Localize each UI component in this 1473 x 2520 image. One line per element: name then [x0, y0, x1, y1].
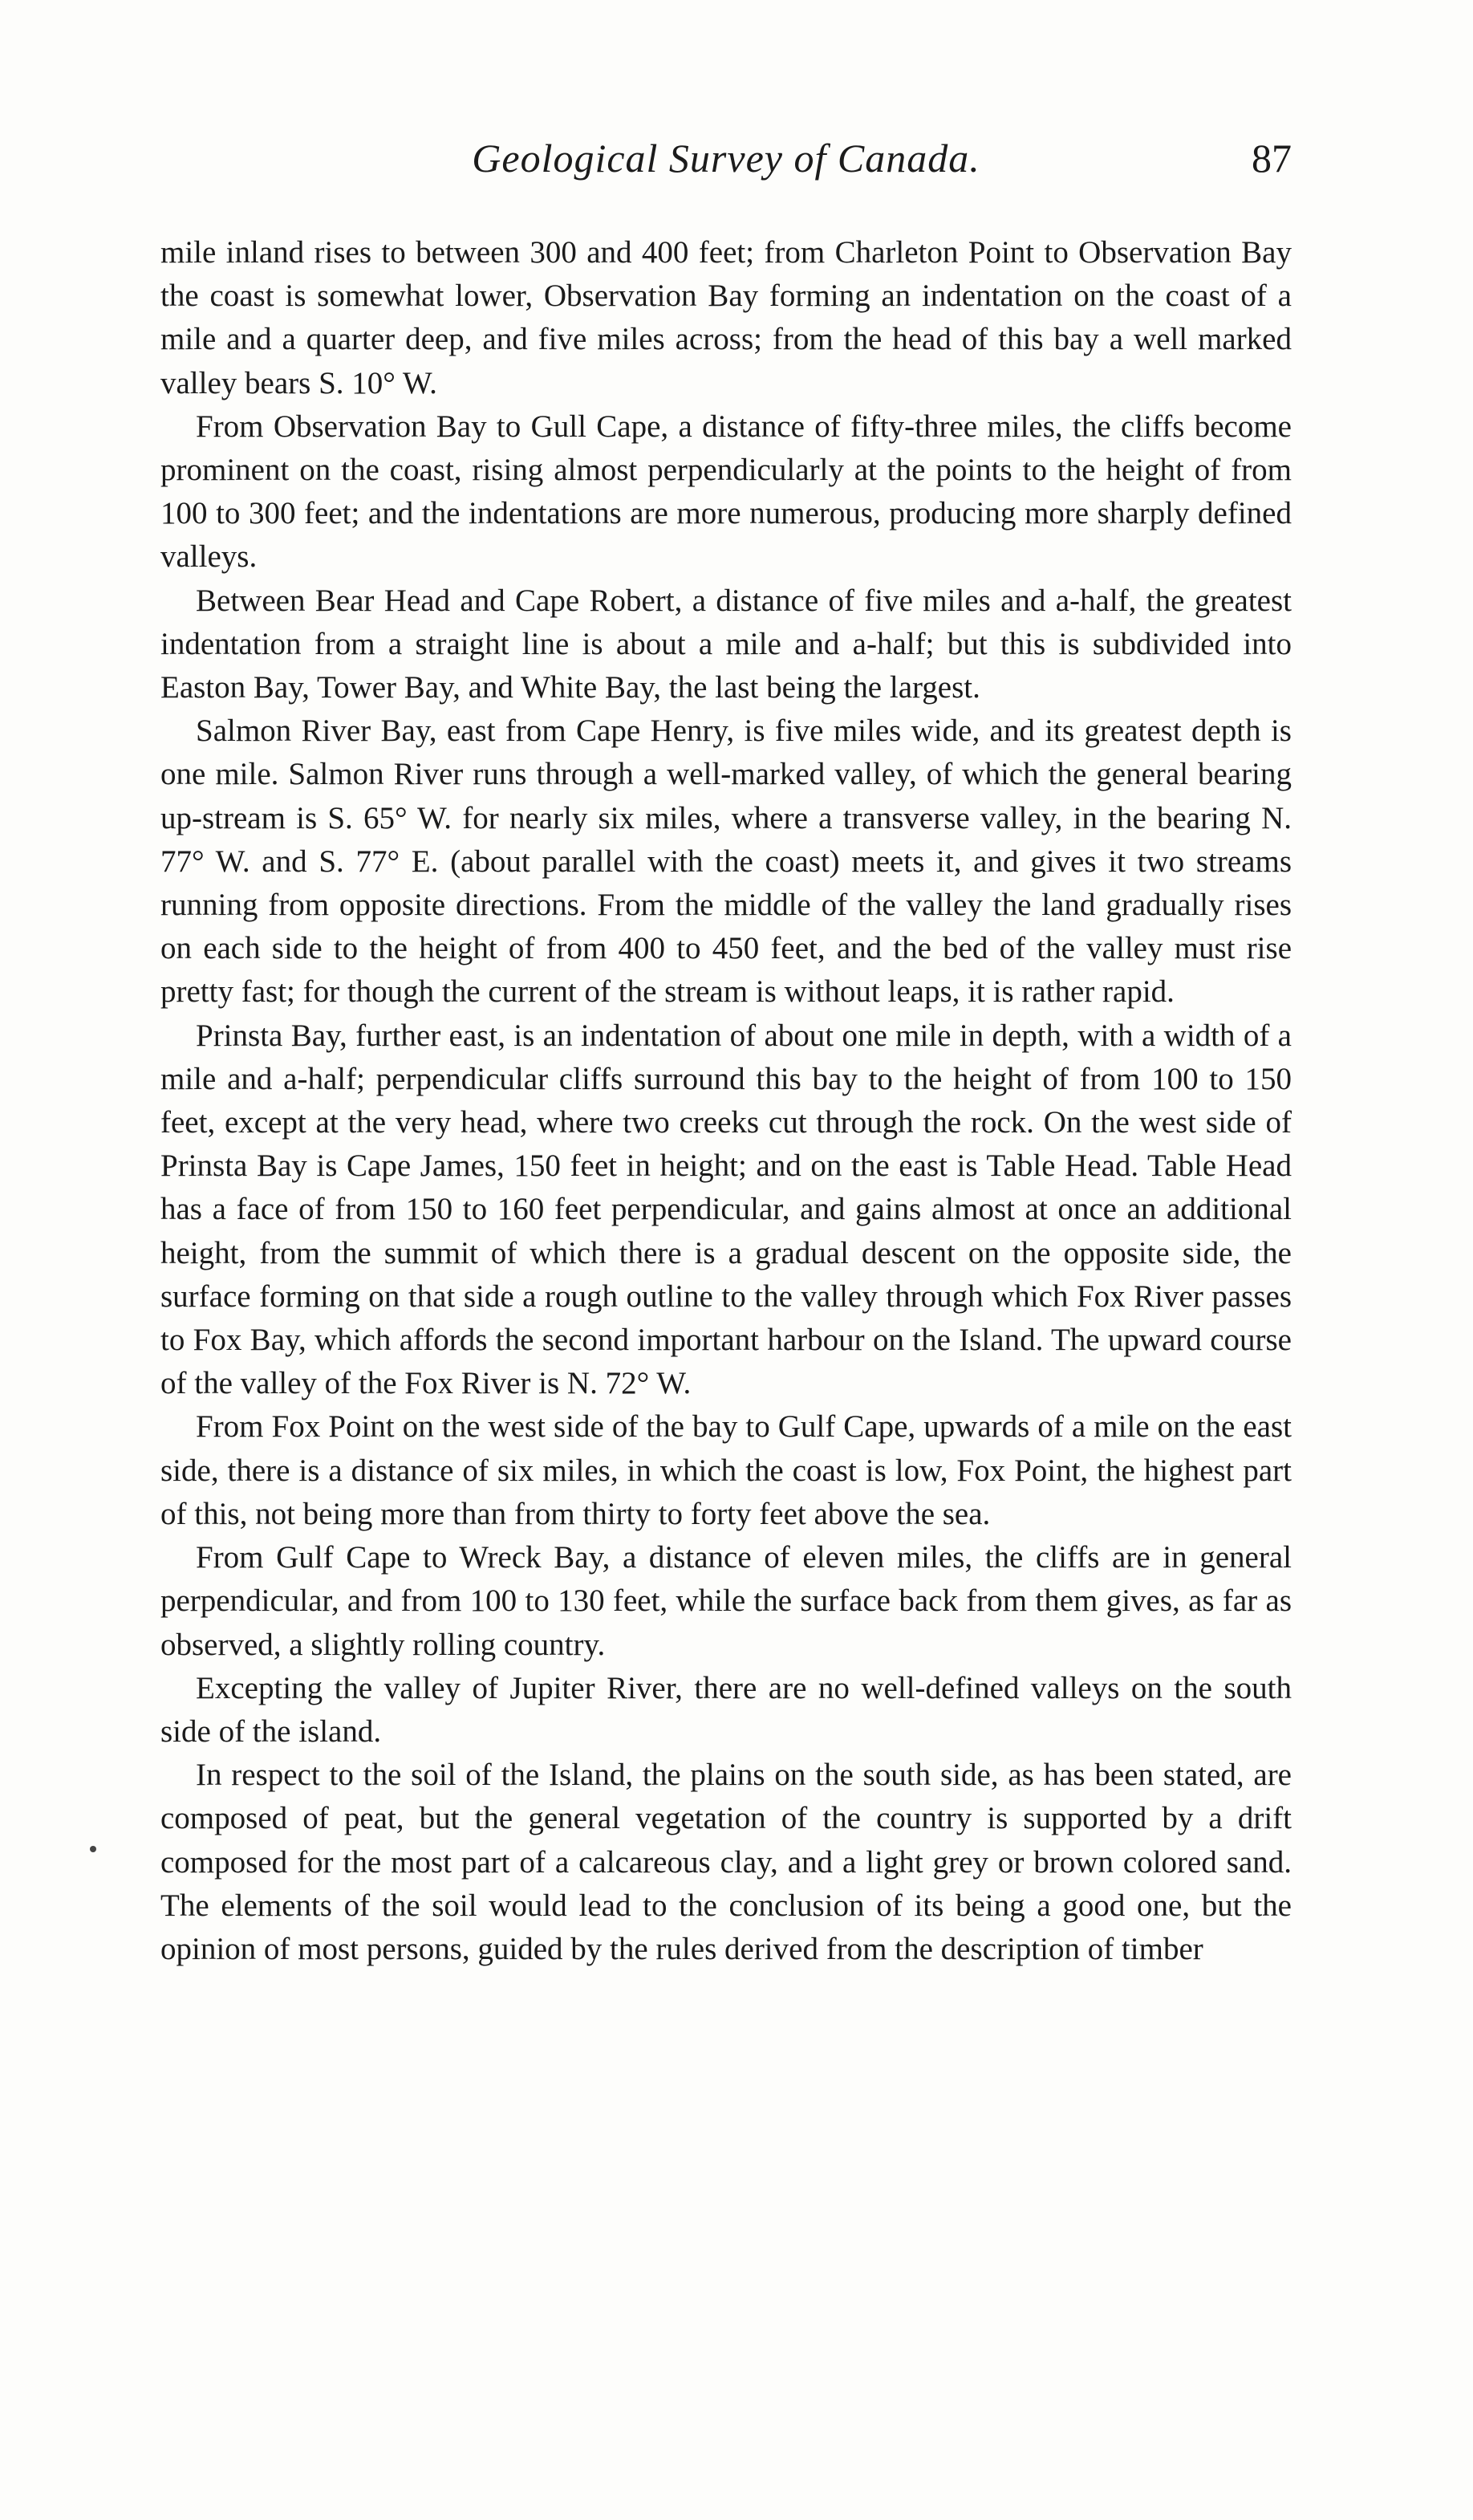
paragraph-salmon-river-bay: Salmon River Bay, east from Cape Henry, is five miles wide, and its greatest depth is one mile. Salmon River runs through a well-marked valley, of which the general bearing up-stream is S. 65° W. for nearly six miles, where a transverse valley, in the bearing N. 77° W. and S. 77° E. (about parallel with the coast) meets it, and gives it two streams running from opposite directions. From the middle of the valley the land gradually rises on each side to the height of from 400 to 450 feet, and the bed of the valley must rise pretty fast; for though the current of the stream is without leaps, it is rather rapid. — [160, 713, 1292, 1010]
margin-mark — [90, 1846, 96, 1852]
paragraph-fox-point: From Fox Point on the west side of the bay to Gulf Cape, upwards of a mile on the east side, there is a distance of six miles, in which the coast is low, Fox Point, the highest part of this, not being more than from thirty to forty feet above the sea. — [160, 1409, 1292, 1531]
paragraph-jupiter-river: Excepting the valley of Jupiter River, there are no well-defined valleys on the south side of the island. — [160, 1670, 1292, 1749]
body-text — [160, 231, 1292, 1971]
paragraph-charleton-point: mile inland rises to between 300 and 400 feet; from Charleton Point to Observation Bay the coast is somewhat lower, Observation Bay forming an indentation on the coast of a mile and a quarter deep, and five miles across; from the head of this bay a well marked valley bears S. 10° W. — [160, 235, 1292, 400]
paragraph-observation-bay: From Observation Bay to Gull Cape, a distance of fifty-three miles, the cliffs become prominent on the coast, rising almost perpendicularly at the points to the height of from 100 to 300 feet; and the indentations are more numerous, producing more sharply defined valleys. — [160, 408, 1292, 575]
page-number: 87 — [1252, 136, 1292, 181]
running-head — [160, 135, 1292, 193]
paragraph-bear-head: Between Bear Head and Cape Robert, a distance of five miles and a-half, the greatest indentation from a straight line is about a mile and a-half; but this is subdivided into Easton Bay, Tower Bay, and White Bay, the last being the largest. — [160, 583, 1292, 705]
paragraph-gulf-cape: From Gulf Cape to Wreck Bay, a distance of eleven miles, the cliffs are in general perpendicular, and from 100 to 130 feet, while the surface back from them gives, as far as observed, a slightly rolling country. — [160, 1540, 1292, 1662]
running-title: Geological Survey of Canada. — [472, 136, 980, 181]
paragraph-prinsta-bay: Prinsta Bay, further east, is an indentation of about one mile in depth, with a width of a mile and a-half; perpendicular cliffs surround this bay to the height of from 100 to 150 feet, except at the very head, where two creeks cut through the rock. On the west side of Prinsta Bay is Cape James, 150 feet in height; and on the east is Table Head. Table Head has a face of from 150 to 160 feet perpendicular, and gains almost at once an additional height, from the summit of which there is a gradual descent on the opposite side, the surface forming on that side a rough outline to the valley through which Fox River passes to Fox Bay, which affords the second important harbour on the Island. The upward course of the valley of the Fox River is N. 72° W. — [160, 1018, 1292, 1401]
paragraph-soil: In respect to the soil of the Island, the plains on the south side, as has been stated, are composed of peat, but the general vegetation of the country is supported by a drift composed for the most part of a calcareous clay, and a light grey or brown colored sand. The elements of the soil would lead to the conclusion of its being a good one, but the opinion of most persons, guided by the rules derived from the description of timber — [160, 1758, 1292, 1966]
